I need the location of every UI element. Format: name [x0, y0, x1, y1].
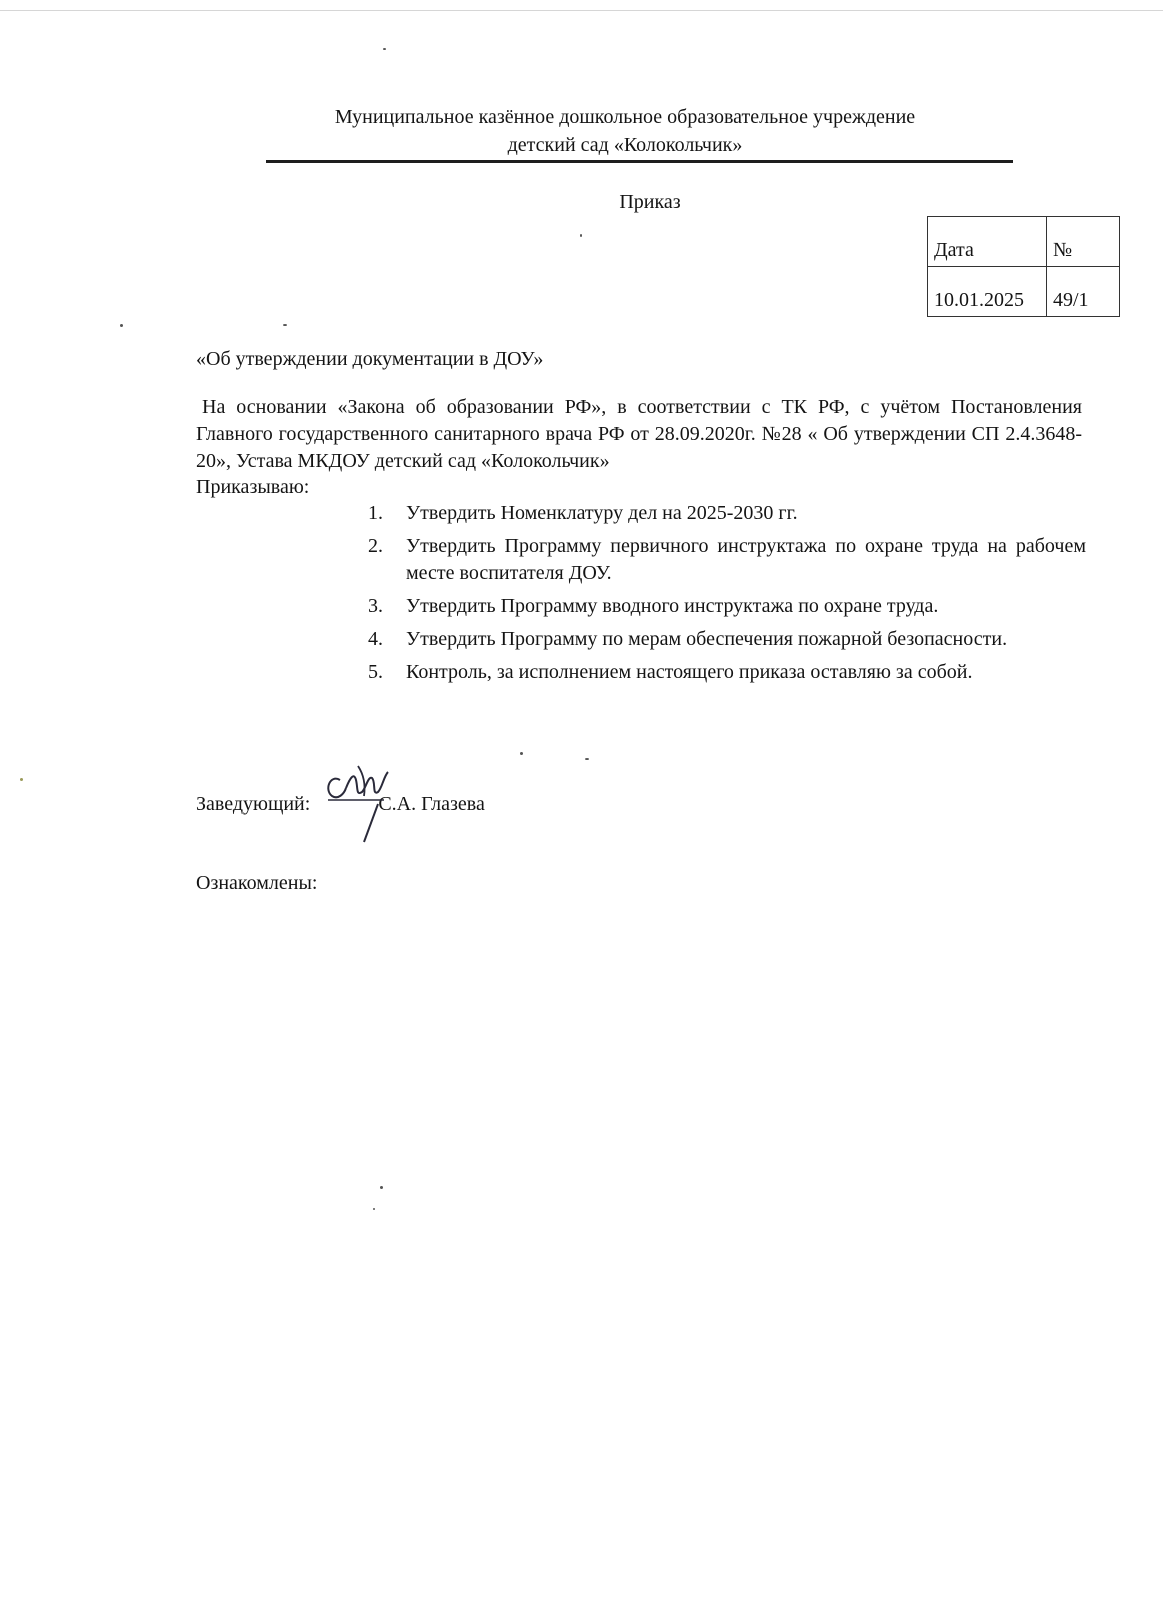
organization-name-line1: Муниципальное казённое дошкольное образовательное учреждение [334, 106, 916, 128]
scan-speck [585, 758, 589, 760]
date-number-table [927, 216, 1120, 317]
item-number: 4. [368, 628, 383, 650]
handwritten-signature [322, 752, 402, 852]
scan-speck [580, 234, 582, 237]
scan-speck [283, 324, 287, 326]
number-label: № [1047, 217, 1120, 267]
header-divider [266, 160, 1013, 163]
acknowledged-label: Ознакомлены: [196, 872, 318, 894]
item-text: Контроль, за исполнением настоящего приказа оставляю за собой. [406, 661, 973, 683]
order-item [368, 500, 1086, 527]
item-text: Утвердить Программу первичного инструктажа по охране труда на рабочем месте воспитателя ДОУ. [406, 535, 1086, 584]
number-value: 49/1 [1047, 267, 1120, 317]
item-text: Утвердить Программу по мерам обеспечения пожарной безопасности. [406, 628, 1008, 650]
date-value: 10.01.2025 [928, 267, 1047, 317]
scan-speck [20, 778, 23, 781]
signer-position: Заведующий: [196, 793, 311, 815]
order-item [368, 593, 1086, 620]
date-label: Дата [928, 217, 1047, 267]
scan-speck [520, 752, 523, 755]
document-title: Приказ [619, 191, 681, 213]
scan-speck [383, 48, 386, 50]
item-number: 5. [368, 661, 383, 683]
item-number: 2. [368, 535, 383, 557]
item-text: Утвердить Программу вводного инструктажа по охране труда. [406, 595, 939, 617]
item-number: 3. [368, 595, 383, 617]
item-text: Утвердить Номенклатуру дел на 2025-2030 гг. [406, 502, 798, 524]
order-item [368, 533, 1086, 587]
order-item [368, 659, 1086, 686]
scan-top-edge [0, 10, 1163, 11]
scan-speck [120, 324, 123, 327]
item-number: 1. [368, 502, 383, 524]
order-subject: «Об утверждении документации в ДОУ» [196, 348, 544, 370]
order-basis-text: На основании «Закона об образовании РФ», в соответствии с ТК РФ, с учётом Постановления Главного государственного санитарного врача РФ от 28.09.2020г. №28 « Об утверждении СП 2.4.3648-20», Устава МКДОУ детский сад «Колокольчик» [196, 396, 1082, 472]
scan-speck [380, 1186, 383, 1189]
order-directive: Приказываю: [196, 476, 310, 498]
signer-name: С.А. Глазева [378, 793, 485, 815]
scan-speck [373, 1208, 375, 1210]
order-items-list [368, 500, 1086, 692]
order-item [368, 626, 1086, 653]
order-basis [196, 394, 1082, 475]
organization-name-line2: детский сад «Колокольчик» [507, 134, 743, 156]
